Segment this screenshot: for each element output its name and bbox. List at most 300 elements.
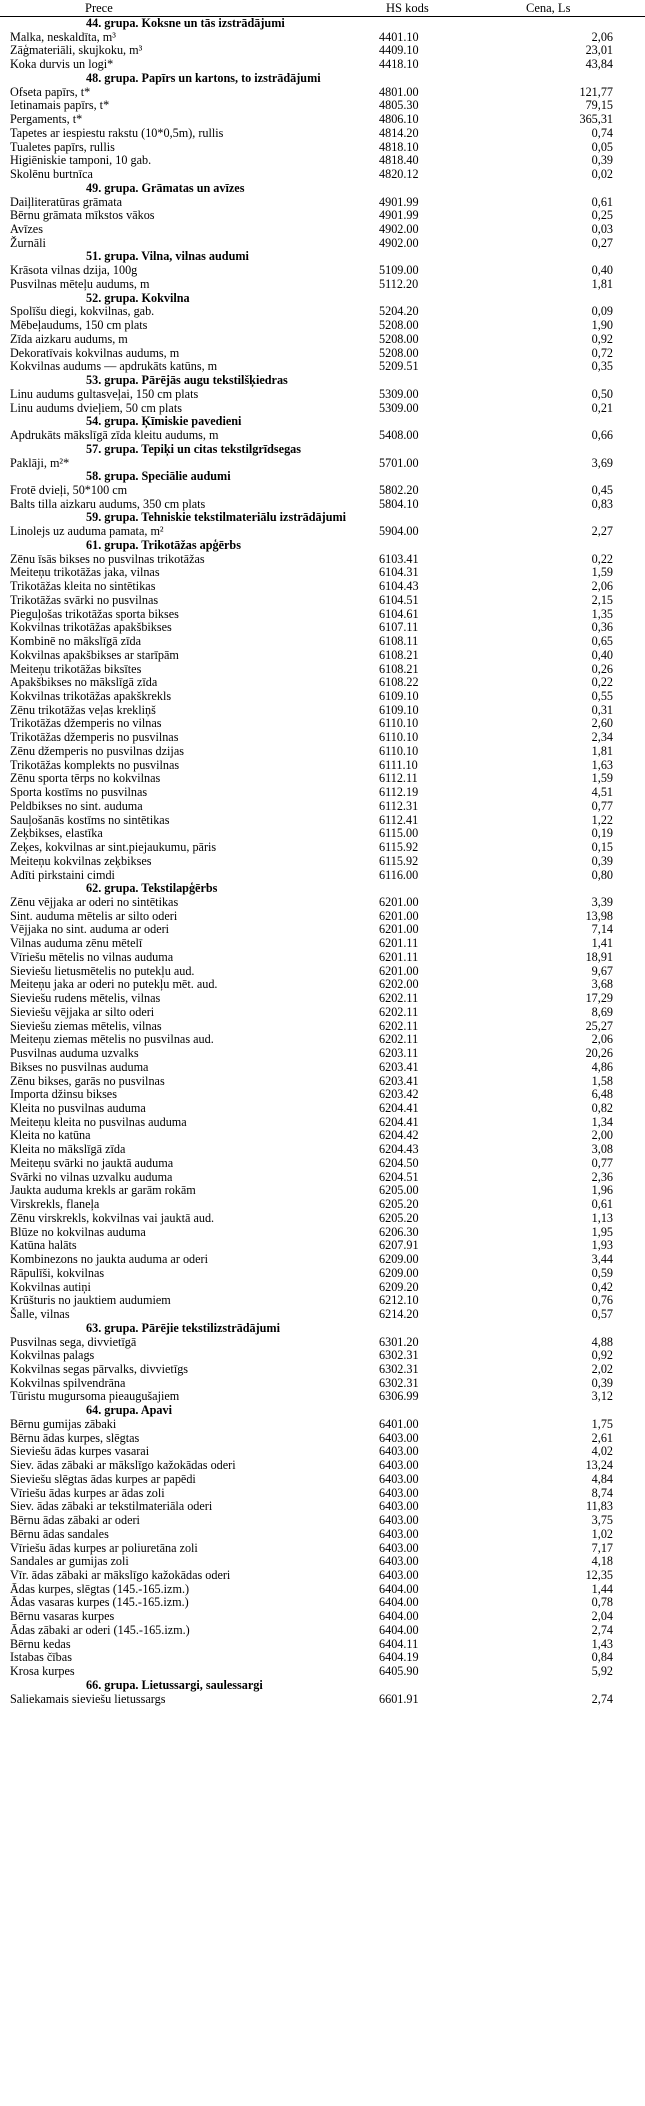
table-row	[0, 127, 645, 141]
price: 17,29	[585, 991, 613, 1006]
table-row	[0, 1129, 645, 1143]
price: 0,65	[591, 634, 613, 649]
table-row	[0, 99, 645, 113]
price: 1,34	[591, 1114, 613, 1129]
price: 1,43	[591, 1636, 613, 1651]
product-name: Kombinē no mākslīgā zīda	[10, 634, 141, 649]
product-name: Sandales ar gumijas zoli	[10, 1554, 129, 1569]
table-row	[0, 154, 645, 168]
price: 1,59	[591, 565, 613, 580]
product-name: Zēnu īsās bikses no pusvilnas trikotāžas	[10, 551, 205, 566]
price: 2,74	[591, 1691, 613, 1706]
hs-code: 5802.20	[379, 482, 419, 497]
table-row	[0, 759, 645, 773]
table-row	[0, 841, 645, 855]
price: 0,31	[591, 702, 613, 717]
hs-code: 6202.00	[379, 977, 419, 992]
price: 12,35	[585, 1567, 613, 1582]
hs-code: 6403.00	[379, 1554, 419, 1569]
hs-code: 6204.42	[379, 1128, 419, 1143]
price: 0,03	[591, 222, 613, 237]
table-row	[0, 1377, 645, 1391]
price: 1,41	[591, 936, 613, 951]
hs-code: 5109.00	[379, 263, 419, 278]
price: 25,27	[585, 1018, 613, 1033]
price: 0,42	[591, 1279, 613, 1294]
table-row	[0, 1459, 645, 1473]
product-name: Kleita no pusvilnas auduma	[10, 1101, 146, 1116]
hs-code: 6403.00	[379, 1499, 419, 1514]
product-name: Ādas kurpes, slēgtas (145.-165.izm.)	[10, 1581, 190, 1596]
price: 0,39	[591, 853, 613, 868]
price: 2,15	[591, 592, 613, 607]
table-row	[0, 1308, 645, 1322]
hs-code: 6108.22	[379, 675, 419, 690]
product-name: Bikses no pusvilnas auduma	[10, 1059, 149, 1074]
price-table-body	[0, 17, 645, 1706]
product-name: Trikotāžas komplekts no pusvilnas	[10, 757, 180, 772]
product-name: Sieviešu lietusmētelis no putekļu aud.	[10, 963, 195, 978]
table-row	[0, 402, 645, 416]
table-row	[0, 1198, 645, 1212]
group-title: 51. grupa. Vilna, vilnas audumi	[86, 249, 249, 264]
price: 0,77	[591, 1155, 613, 1170]
hs-code: 6302.31	[379, 1348, 419, 1363]
price: 0,02	[591, 167, 613, 182]
group-heading	[0, 470, 645, 484]
group-title: 52. grupa. Kokvilna	[86, 290, 190, 305]
price: 2,06	[591, 579, 613, 594]
hs-code: 5112.20	[379, 276, 419, 291]
price: 0,82	[591, 1101, 613, 1116]
table-row	[0, 525, 645, 539]
table-row	[0, 1363, 645, 1377]
product-name: Peldbikses no sint. auduma	[10, 798, 143, 813]
hs-code: 6109.10	[379, 688, 419, 703]
hs-code: 4902.00	[379, 235, 419, 250]
price: 0,50	[591, 386, 613, 401]
table-row	[0, 635, 645, 649]
table-row	[0, 1445, 645, 1459]
table-row	[0, 388, 645, 402]
price: 2,00	[591, 1128, 613, 1143]
table-row	[0, 1239, 645, 1253]
group-title: 61. grupa. Trikotāžas apģērbs	[86, 537, 241, 552]
table-row	[0, 196, 645, 210]
price: 0,22	[591, 675, 613, 690]
price: 1,81	[591, 276, 613, 291]
table-row	[0, 264, 645, 278]
table-row	[0, 1418, 645, 1432]
group-title: 66. grupa. Lietussargi, saulessargi	[86, 1677, 263, 1692]
price: 2,27	[591, 524, 613, 539]
hs-code: 6103.41	[379, 551, 419, 566]
table-row	[0, 814, 645, 828]
hs-code: 6201.11	[379, 936, 419, 951]
table-row	[0, 951, 645, 965]
product-name: Zeķes, kokvilnas ar sint.piejaukumu, pāris	[10, 840, 217, 855]
price: 8,74	[591, 1485, 613, 1500]
hs-code: 6204.41	[379, 1114, 419, 1129]
product-name: Vīriešu mētelis no vilnas auduma	[10, 949, 174, 964]
product-name: Vilnas auduma zēnu mētelī	[10, 936, 143, 951]
price: 79,15	[585, 98, 613, 113]
product-name: Frotē dvieļi, 50*100 cm	[10, 482, 128, 497]
table-row	[0, 1624, 645, 1638]
hs-code: 6207.91	[379, 1238, 419, 1253]
price: 1,35	[591, 606, 613, 621]
hs-code: 5904.00	[379, 524, 419, 539]
hs-code: 6405.90	[379, 1664, 419, 1679]
table-row	[0, 786, 645, 800]
product-name: Bērnu ādas zābaki ar oderi	[10, 1513, 140, 1528]
price: 1,58	[591, 1073, 613, 1088]
table-row	[0, 168, 645, 182]
group-heading	[0, 1679, 645, 1693]
group-heading	[0, 250, 645, 264]
product-name: Kokvilnas segas pārvalks, divvietīgs	[10, 1361, 189, 1376]
group-heading	[0, 182, 645, 196]
price: 4,51	[591, 785, 613, 800]
hs-code: 6203.11	[379, 1046, 419, 1061]
group-heading	[0, 1322, 645, 1336]
product-name: Kokvilnas trikotāžas apakšbikses	[10, 620, 172, 635]
product-name: Siev. ādas zābaki ar mākslīgo kažokādas oderi	[10, 1458, 236, 1473]
hs-code: 6203.41	[379, 1059, 419, 1074]
hs-code: 4418.10	[379, 57, 419, 72]
group-title: 53. grupa. Pārējās augu tekstilšķiedras	[86, 373, 288, 388]
price: 1,95	[591, 1224, 613, 1239]
product-name: Sieviešu ādas kurpes vasarai	[10, 1444, 150, 1459]
product-name: Pusvilnas sega, divvietīgā	[10, 1334, 137, 1349]
product-name: Sieviešu slēgtas ādas kurpes ar papēdi	[10, 1471, 196, 1486]
table-row	[0, 1047, 645, 1061]
price: 3,75	[591, 1513, 613, 1528]
hs-code: 5408.00	[379, 428, 419, 443]
price: 365,31	[579, 112, 613, 127]
price: 2,06	[591, 1032, 613, 1047]
hs-code: 6201.00	[379, 963, 419, 978]
hs-code: 4902.00	[379, 222, 419, 237]
product-name: Pusvilnas mēteļu audums, m	[10, 276, 150, 291]
table-row	[0, 1267, 645, 1281]
table-row	[0, 1514, 645, 1528]
product-name: Sieviešu rudens mētelis, vilnas	[10, 991, 161, 1006]
product-name: Meiteņu jaka ar oderi no putekļu mēt. aud.	[10, 977, 218, 992]
hs-code: 6403.00	[379, 1513, 419, 1528]
price: 3,44	[591, 1252, 613, 1267]
price: 4,84	[591, 1471, 613, 1486]
hs-code: 6110.10	[379, 730, 419, 745]
product-name: Adīti pirkstaini cimdi	[10, 867, 115, 882]
table-row	[0, 1555, 645, 1569]
hs-code: 5204.20	[379, 304, 419, 319]
table-row	[0, 1143, 645, 1157]
product-name: Blūze no kokvilnas auduma	[10, 1224, 146, 1239]
hs-code: 6204.50	[379, 1155, 419, 1170]
product-name: Meiteņu svārki no jauktā auduma	[10, 1155, 174, 1170]
table-row	[0, 484, 645, 498]
price: 3,39	[591, 895, 613, 909]
product-name: Apakšbikses no mākslīgā zīda	[10, 675, 158, 690]
hs-code: 6116.00	[379, 867, 419, 882]
price: 0,77	[591, 798, 613, 813]
price: 0,40	[591, 263, 613, 278]
price: 1,75	[591, 1416, 613, 1431]
product-name: Kleita no katūna	[10, 1128, 91, 1143]
table-row	[0, 237, 645, 251]
table-row	[0, 1088, 645, 1102]
product-name: Apdrukāts mākslīgā zīda kleitu audums, m	[10, 428, 219, 443]
hs-code: 6104.61	[379, 606, 419, 621]
price: 7,17	[591, 1540, 613, 1555]
product-name: Zēnu džemperis no pusvilnas dzijas	[10, 743, 184, 758]
table-row	[0, 869, 645, 883]
table-row	[0, 1336, 645, 1350]
table-row	[0, 1651, 645, 1665]
price: 4,18	[591, 1554, 613, 1569]
hs-code: 6302.31	[379, 1361, 419, 1376]
table-row	[0, 1075, 645, 1089]
product-name: Vējjaka no sint. auduma ar oderi	[10, 922, 170, 937]
hs-code: 5209.51	[379, 359, 419, 374]
price: 0,09	[591, 304, 613, 319]
product-name: Sieviešu ziemas mētelis, vilnas	[10, 1018, 162, 1033]
table-row	[0, 223, 645, 237]
table-row	[0, 457, 645, 471]
table-row	[0, 676, 645, 690]
product-name: Spolīšu diegi, kokvilnas, gab.	[10, 304, 155, 319]
hs-code: 6209.20	[379, 1279, 419, 1294]
product-name: Tūristu mugursoma pieaugušajiem	[10, 1389, 180, 1404]
price: 0,39	[591, 1375, 613, 1390]
hs-code: 4401.10	[379, 29, 419, 44]
table-row	[0, 305, 645, 319]
table-row	[0, 1116, 645, 1130]
price: 2,60	[591, 716, 613, 731]
hs-code: 6108.11	[379, 634, 419, 649]
hs-code: 5309.00	[379, 386, 419, 401]
product-name: Meiteņu kleita no pusvilnas auduma	[10, 1114, 187, 1129]
group-title: 57. grupa. Tepiķi un citas tekstilgrīdsegas	[86, 441, 302, 456]
table-row	[0, 566, 645, 580]
price: 0,40	[591, 647, 613, 662]
price: 0,55	[591, 688, 613, 703]
hs-code: 6302.31	[379, 1375, 419, 1390]
price: 2,06	[591, 29, 613, 44]
price: 2,34	[591, 730, 613, 745]
table-row	[0, 594, 645, 608]
table-row	[0, 1542, 645, 1556]
hs-code: 6403.00	[379, 1444, 419, 1459]
table-row	[0, 31, 645, 45]
table-row	[0, 1157, 645, 1171]
table-row	[0, 1610, 645, 1624]
product-name: Meiteņu kokvilnas zeķbikses	[10, 853, 152, 868]
product-name: Ādas zābaki ar oderi (145.-165.izm.)	[10, 1622, 190, 1637]
group-title: 48. grupa. Papīrs un kartons, to izstrādājumi	[86, 70, 321, 85]
table-row	[0, 704, 645, 718]
hs-code: 6115.92	[379, 853, 419, 868]
table-row	[0, 745, 645, 759]
product-name: Dekoratīvais kokvilnas audums, m	[10, 345, 180, 360]
product-name: Meiteņu trikotāžas jaka, vilnas	[10, 565, 160, 580]
price: 0,74	[591, 125, 613, 140]
hs-code: 6403.00	[379, 1485, 419, 1500]
hs-code: 6403.00	[379, 1430, 419, 1445]
product-name: Higiēniskie tamponi, 10 gab.	[10, 153, 152, 168]
price: 1,63	[591, 757, 613, 772]
table-row	[0, 992, 645, 1006]
table-row	[0, 278, 645, 292]
price: 4,88	[591, 1334, 613, 1349]
hs-code: 6404.00	[379, 1622, 419, 1637]
product-name: Importa džinsu bikses	[10, 1087, 117, 1102]
group-title: 58. grupa. Speciālie audumi	[86, 469, 231, 484]
product-name: Krāsota vilnas dzija, 100g	[10, 263, 138, 278]
product-name: Bērnu grāmata mīkstos vākos	[10, 208, 155, 223]
product-name: Bērnu ādas sandales	[10, 1526, 109, 1541]
table-row	[0, 923, 645, 937]
product-name: Kleita no mākslīgā zīda	[10, 1142, 126, 1157]
table-row	[0, 1638, 645, 1652]
group-heading	[0, 511, 645, 525]
product-name: Koka durvis un logi*	[10, 57, 114, 72]
product-name: Siev. ādas zābaki ar tekstilmateriāla oderi	[10, 1499, 213, 1514]
product-name: Zēnu vējjaka ar oderi no sintētikas	[10, 895, 179, 909]
table-row	[0, 333, 645, 347]
product-name: Sieviešu vējjaka ar silto oderi	[10, 1004, 155, 1019]
price: 0,45	[591, 482, 613, 497]
product-name: Kokvilnas spilvendrāna	[10, 1375, 126, 1390]
hs-code: 6403.00	[379, 1540, 419, 1555]
price: 18,91	[585, 949, 613, 964]
table-row	[0, 621, 645, 635]
price: 1,81	[591, 743, 613, 758]
table-row	[0, 1432, 645, 1446]
header-product: Prece	[85, 1, 113, 15]
hs-code: 6201.11	[379, 949, 419, 964]
product-name: Jaukta auduma krekls ar garām rokām	[10, 1183, 196, 1198]
hs-code: 6205.20	[379, 1197, 419, 1212]
product-name: Zēnu sporta tērps no kokvilnas	[10, 771, 161, 786]
product-name: Zeķbikses, elastīka	[10, 826, 103, 841]
hs-code: 6306.99	[379, 1389, 419, 1404]
price: 0,59	[591, 1265, 613, 1280]
table-row	[0, 827, 645, 841]
price: 0,78	[591, 1595, 613, 1610]
price: 2,36	[591, 1169, 613, 1184]
hs-code: 6214.20	[379, 1307, 419, 1322]
product-name: Sporta kostīms no pusvilnas	[10, 785, 148, 800]
price: 13,98	[585, 908, 613, 923]
price: 20,26	[585, 1046, 613, 1061]
product-name: Linu audums dvieļiem, 50 cm plats	[10, 400, 182, 415]
price: 3,69	[591, 455, 613, 470]
product-name: Pusvilnas auduma uzvalks	[10, 1046, 139, 1061]
product-name: Krūšturis no jauktiem audumiem	[10, 1293, 171, 1308]
hs-code: 4901.99	[379, 208, 419, 223]
hs-code: 6112.41	[379, 812, 419, 827]
table-row	[0, 1569, 645, 1583]
table-row	[0, 113, 645, 127]
table-row	[0, 910, 645, 924]
hs-code: 5208.00	[379, 345, 419, 360]
product-name: Avīzes	[10, 222, 43, 237]
product-name: Katūna halāts	[10, 1238, 77, 1253]
group-title: 59. grupa. Tehniskie tekstilmateriālu izstrādājumi	[86, 510, 347, 525]
product-name: Zāģmateriāli, skujkoku, m³	[10, 43, 143, 58]
product-name: Kokvilnas trikotāžas apakškrekls	[10, 688, 172, 703]
product-name: Bērnu kedas	[10, 1636, 71, 1651]
group-heading	[0, 292, 645, 306]
product-name: Kokvilnas palags	[10, 1348, 95, 1363]
hs-code: 6404.00	[379, 1595, 419, 1610]
table-row	[0, 58, 645, 72]
hs-code: 6201.00	[379, 908, 419, 923]
hs-code: 4814.20	[379, 125, 419, 140]
product-name: Kokvilnas apakšbikses ar starīpām	[10, 647, 179, 662]
table-row	[0, 1184, 645, 1198]
table-row	[0, 498, 645, 512]
group-heading	[0, 415, 645, 429]
group-title: 63. grupa. Pārējie tekstilizstrādājumi	[86, 1320, 280, 1335]
product-name: Ietinamais papīrs, t*	[10, 98, 110, 113]
hs-code: 6205.20	[379, 1210, 419, 1225]
price: 3,12	[591, 1389, 613, 1404]
table-row	[0, 1500, 645, 1514]
price: 1,22	[591, 812, 613, 827]
group-title: 64. grupa. Apavi	[86, 1403, 173, 1418]
hs-code: 4820.12	[379, 167, 419, 182]
product-name: Rāpulīši, kokvilnas	[10, 1265, 105, 1280]
table-row	[0, 1226, 645, 1240]
table-row	[0, 1102, 645, 1116]
price: 0,92	[591, 1348, 613, 1363]
hs-code: 6404.00	[379, 1609, 419, 1624]
price: 2,61	[591, 1430, 613, 1445]
table-row	[0, 86, 645, 100]
product-name: Meiteņu trikotāžas biksītes	[10, 661, 142, 676]
product-name: Tapetes ar iespiestu rakstu (10*0,5m), rullis	[10, 125, 224, 140]
price: 0,22	[591, 551, 613, 566]
price: 2,74	[591, 1622, 613, 1637]
product-name: Trikotāžas džemperis no pusvilnas	[10, 730, 179, 745]
product-name: Sint. auduma mētelis ar silto oderi	[10, 908, 178, 923]
product-name: Sauļošanās kostīms no sintētikas	[10, 812, 170, 827]
hs-code: 6109.10	[379, 702, 419, 717]
product-name: Linolejs uz auduma pamata, m²	[10, 524, 164, 539]
table-row	[0, 1294, 645, 1308]
hs-code: 6403.00	[379, 1526, 419, 1541]
price: 0,05	[591, 139, 613, 154]
price: 7,14	[591, 922, 613, 937]
product-name: Kokvilnas audums — apdrukāts katūns, m	[10, 359, 218, 374]
hs-code: 6209.00	[379, 1265, 419, 1280]
table-row	[0, 608, 645, 622]
price: 11,83	[586, 1499, 613, 1514]
table-row	[0, 1006, 645, 1020]
table-row	[0, 429, 645, 443]
product-name: Pieguļošas trikotāžas sporta bikses	[10, 606, 179, 621]
table-row	[0, 141, 645, 155]
product-name: Skolēnu burtnīca	[10, 167, 93, 182]
table-row	[0, 319, 645, 333]
table-row	[0, 978, 645, 992]
hs-code: 6403.00	[379, 1458, 419, 1473]
product-name: Krosa kurpes	[10, 1664, 75, 1679]
hs-code: 6112.11	[379, 771, 418, 786]
